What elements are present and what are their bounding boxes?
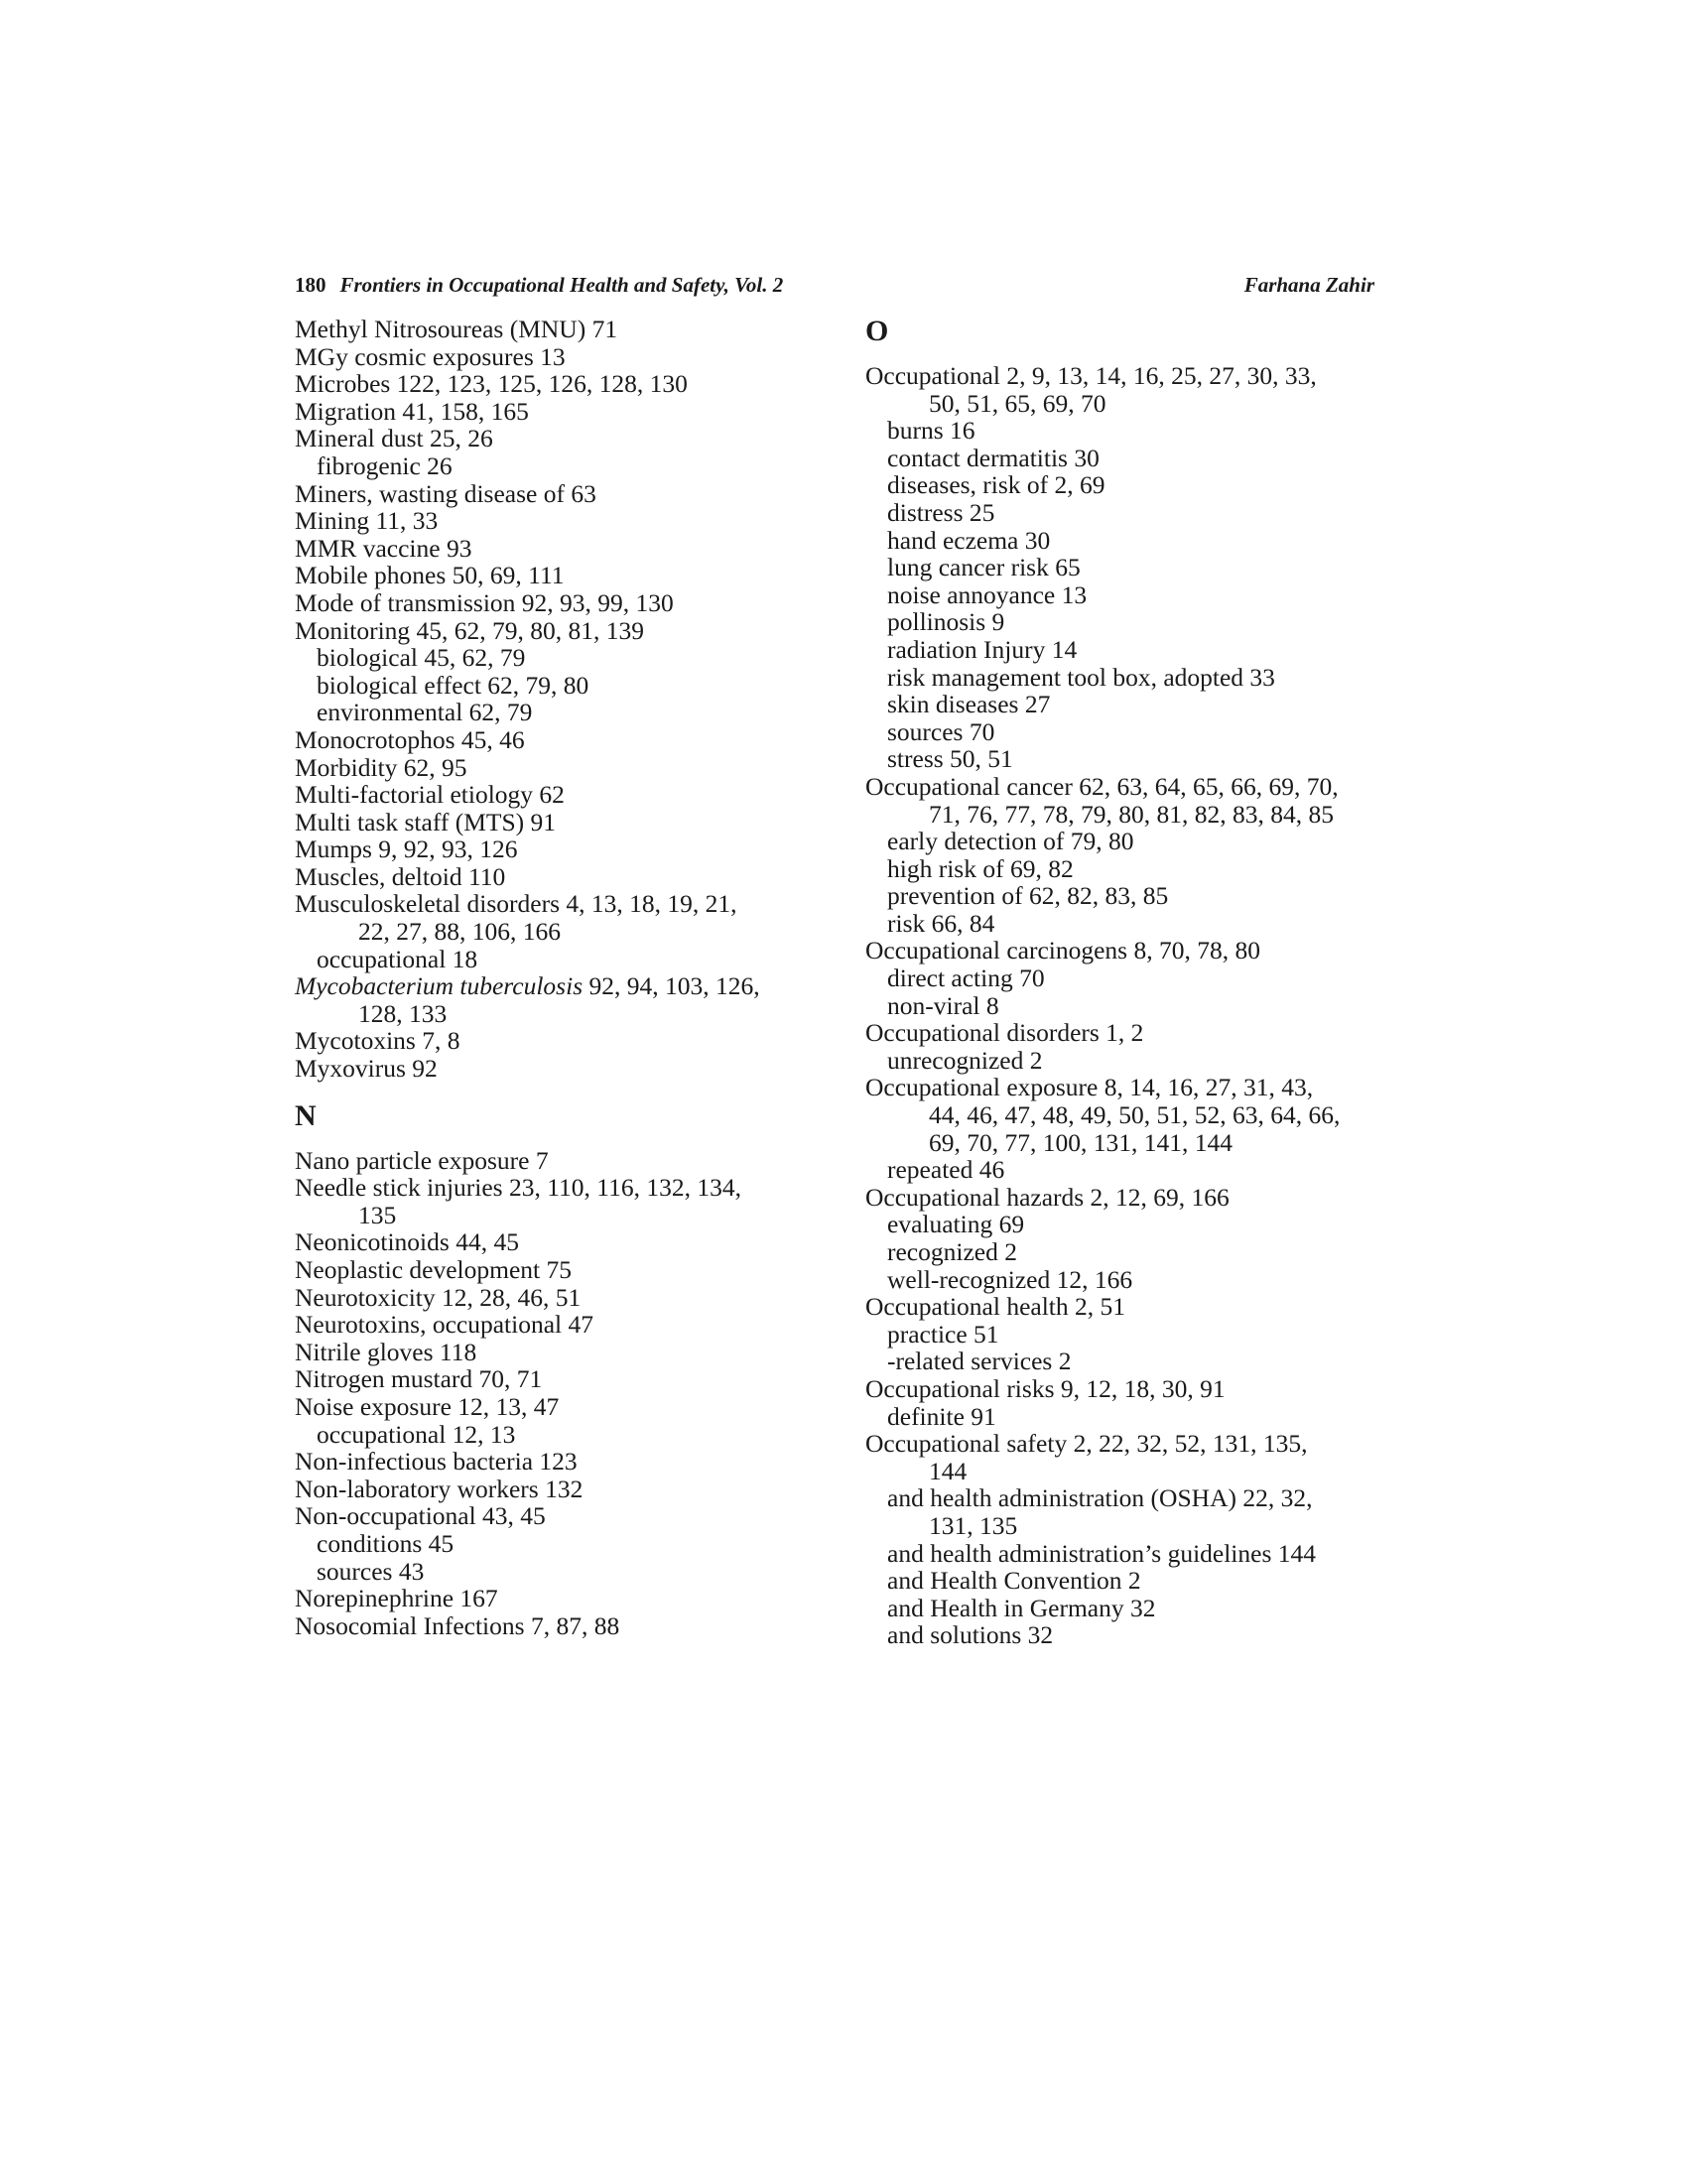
page-refs: 92, 94, 103, 126, bbox=[583, 971, 760, 1001]
index-subentry: noise annoyance 13 bbox=[887, 579, 1088, 609]
index-entry: Mycotoxins 7, 8 bbox=[295, 1026, 460, 1056]
index-subentry: early detection of 79, 80 bbox=[887, 827, 1134, 856]
index-entry: Neonicotinoids 44, 45 bbox=[295, 1227, 519, 1257]
index-subentry: well-recognized 12, 166 bbox=[887, 1264, 1133, 1294]
index-entry: Neurotoxins, occupational 47 bbox=[295, 1310, 593, 1340]
index-subentry: and health administration’s guidelines 144 bbox=[887, 1538, 1317, 1568]
index-continuation: 128, 133 bbox=[358, 998, 448, 1028]
index-entry: Miners, wasting disease of 63 bbox=[295, 478, 596, 508]
index-entry: Multi-factorial etiology 62 bbox=[295, 780, 565, 810]
index-continuation: 22, 27, 88, 106, 166 bbox=[358, 917, 561, 947]
index-subentry: and solutions 32 bbox=[887, 1620, 1054, 1650]
index-entry: Needle stick injuries 23, 110, 116, 132, 134, bbox=[295, 1173, 741, 1203]
index-entry: Occupational safety 2, 22, 32, 52, 131, 135, bbox=[865, 1429, 1308, 1459]
index-subentry: repeated 46 bbox=[887, 1155, 1005, 1185]
index-entry: Multi task staff (MTS) 91 bbox=[295, 807, 557, 836]
index-entry: Occupational exposure 8, 14, 16, 27, 31, 43, bbox=[865, 1073, 1314, 1102]
index-subentry: hand eczema 30 bbox=[887, 525, 1051, 555]
index-entry: Neurotoxicity 12, 28, 46, 51 bbox=[295, 1282, 582, 1312]
index-subentry: high risk of 69, 82 bbox=[887, 853, 1074, 883]
index-entry: Occupational cancer 62, 63, 64, 65, 66, 69, 70, bbox=[865, 771, 1339, 801]
index-subentry: stress 50, 51 bbox=[887, 744, 1013, 774]
species-name: Mycobacterium tuberculosis bbox=[295, 971, 584, 1001]
index-subentry: skin diseases 27 bbox=[887, 690, 1051, 719]
index-subentry: fibrogenic 26 bbox=[317, 450, 453, 480]
index-continuation: 131, 135 bbox=[929, 1510, 1018, 1540]
index-entry: Mumps 9, 92, 93, 126 bbox=[295, 835, 518, 864]
index-entry: Occupational carcinogens 8, 70, 78, 80 bbox=[865, 936, 1260, 965]
index-entry: Mining 11, 33 bbox=[295, 506, 439, 536]
index-entry: Musculoskeletal disorders 4, 13, 18, 19, 21, bbox=[295, 889, 737, 919]
index-subentry: diseases, risk of 2, 69 bbox=[887, 470, 1105, 500]
index-entry: Nano particle exposure 7 bbox=[295, 1145, 549, 1175]
index-subentry: sources 70 bbox=[887, 716, 995, 746]
index-entry: Non-laboratory workers 132 bbox=[295, 1474, 584, 1503]
index-subentry: prevention of 62, 82, 83, 85 bbox=[887, 881, 1169, 911]
index-column-left bbox=[295, 316, 836, 1639]
index-subentry: practice 51 bbox=[887, 1319, 999, 1349]
index-entry: Morbidity 62, 95 bbox=[295, 752, 467, 782]
index-entry: MMR vaccine 93 bbox=[295, 533, 472, 563]
index-continuation: 144 bbox=[929, 1456, 968, 1485]
index-subentry: unrecognized 2 bbox=[887, 1045, 1043, 1075]
index-subentry: contact dermatitis 30 bbox=[887, 443, 1100, 472]
index-entry: Occupational 2, 9, 13, 14, 16, 25, 27, 30, 33, bbox=[865, 361, 1317, 390]
index-entry: Non-occupational 43, 45 bbox=[295, 1501, 546, 1531]
index-continuation: 50, 51, 65, 69, 70 bbox=[929, 388, 1106, 418]
section-letter-o: O bbox=[865, 315, 889, 347]
index-subentry: and Health Convention 2 bbox=[887, 1566, 1141, 1596]
index-subentry: sources 43 bbox=[317, 1556, 425, 1586]
book-title: Frontiers in Occupational Health and Safety, Vol. 2 bbox=[339, 273, 784, 297]
index-column-right bbox=[865, 316, 1421, 1649]
index-continuation: 44, 46, 47, 48, 49, 50, 51, 52, 63, 64, 66, bbox=[929, 1100, 1341, 1130]
index-entry: Non-infectious bacteria 123 bbox=[295, 1447, 578, 1477]
index-entry: Nosocomial Infections 7, 87, 88 bbox=[295, 1610, 620, 1640]
index-entry: Migration 41, 158, 165 bbox=[295, 396, 529, 426]
index-subentry: burns 16 bbox=[887, 416, 975, 446]
index-subentry: occupational 18 bbox=[317, 944, 478, 973]
index-subentry: -related services 2 bbox=[887, 1347, 1072, 1376]
index-entry: MGy cosmic exposures 13 bbox=[295, 341, 566, 371]
index-subentry: and Health in Germany 32 bbox=[887, 1593, 1156, 1622]
index-entry: Occupational risks 9, 12, 18, 30, 91 bbox=[865, 1373, 1226, 1403]
index-entry: Methyl Nitrosoureas (MNU) 71 bbox=[295, 315, 618, 343]
index-entry: Mode of transmission 92, 93, 99, 130 bbox=[295, 587, 674, 617]
index-entry: Monocrotophos 45, 46 bbox=[295, 724, 525, 754]
index-entry: Nitrile gloves 118 bbox=[295, 1337, 477, 1366]
index-entry: Nitrogen mustard 70, 71 bbox=[295, 1364, 543, 1394]
index-subentry: recognized 2 bbox=[887, 1237, 1017, 1266]
index-subentry: occupational 12, 13 bbox=[317, 1419, 516, 1449]
index-subentry: radiation Injury 14 bbox=[887, 634, 1078, 664]
section-letter-n: N bbox=[295, 1098, 317, 1132]
index-subentry: lung cancer risk 65 bbox=[887, 553, 1081, 582]
index-entry: Neoplastic development 75 bbox=[295, 1255, 573, 1284]
index-entry: Mobile phones 50, 69, 111 bbox=[295, 561, 565, 590]
index-subentry: non-viral 8 bbox=[887, 990, 999, 1020]
author-name: Farhana Zahir bbox=[1243, 273, 1374, 297]
page-number: 180 bbox=[295, 273, 326, 297]
index-subentry: direct acting 70 bbox=[887, 964, 1045, 993]
index-subentry: distress 25 bbox=[887, 497, 995, 527]
index-entry: Microbes 122, 123, 125, 126, 128, 130 bbox=[295, 369, 688, 399]
index-subentry: environmental 62, 79 bbox=[317, 698, 533, 727]
index-entry: Mineral dust 25, 26 bbox=[295, 424, 493, 453]
index-entry: Norepinephrine 167 bbox=[295, 1584, 498, 1613]
index-entry: Monitoring 45, 62, 79, 80, 81, 139 bbox=[295, 615, 645, 645]
index-continuation: 69, 70, 77, 100, 131, 141, 144 bbox=[929, 1127, 1233, 1157]
index-subentry: risk management tool box, adopted 33 bbox=[887, 662, 1275, 692]
index-continuation: 71, 76, 77, 78, 79, 80, 81, 82, 83, 84, 85 bbox=[929, 799, 1334, 829]
index-entry: Occupational disorders 1, 2 bbox=[865, 1018, 1144, 1048]
index-entry: Occupational hazards 2, 12, 69, 166 bbox=[865, 1182, 1230, 1212]
index-subentry: biological effect 62, 79, 80 bbox=[317, 670, 589, 700]
index-subentry: definite 91 bbox=[887, 1401, 996, 1431]
index-subentry: and health administration (OSHA) 22, 32, bbox=[887, 1483, 1313, 1513]
index-subentry: conditions 45 bbox=[317, 1528, 454, 1558]
spacer bbox=[295, 1083, 836, 1100]
running-header bbox=[295, 270, 1374, 300]
index-continuation: 135 bbox=[358, 1200, 397, 1229]
index-entry: Myxovirus 92 bbox=[295, 1054, 438, 1084]
index-subentry: risk 66, 84 bbox=[887, 908, 995, 938]
index-entry: Muscles, deltoid 110 bbox=[295, 861, 506, 891]
index-entry: Noise exposure 12, 13, 47 bbox=[295, 1391, 560, 1421]
index-entry: Occupational health 2, 51 bbox=[865, 1292, 1125, 1322]
index-subentry: biological 45, 62, 79 bbox=[317, 643, 526, 673]
index-subentry: evaluating 69 bbox=[887, 1210, 1025, 1239]
index-entry bbox=[295, 972, 836, 1000]
index-subentry: pollinosis 9 bbox=[887, 607, 1005, 637]
